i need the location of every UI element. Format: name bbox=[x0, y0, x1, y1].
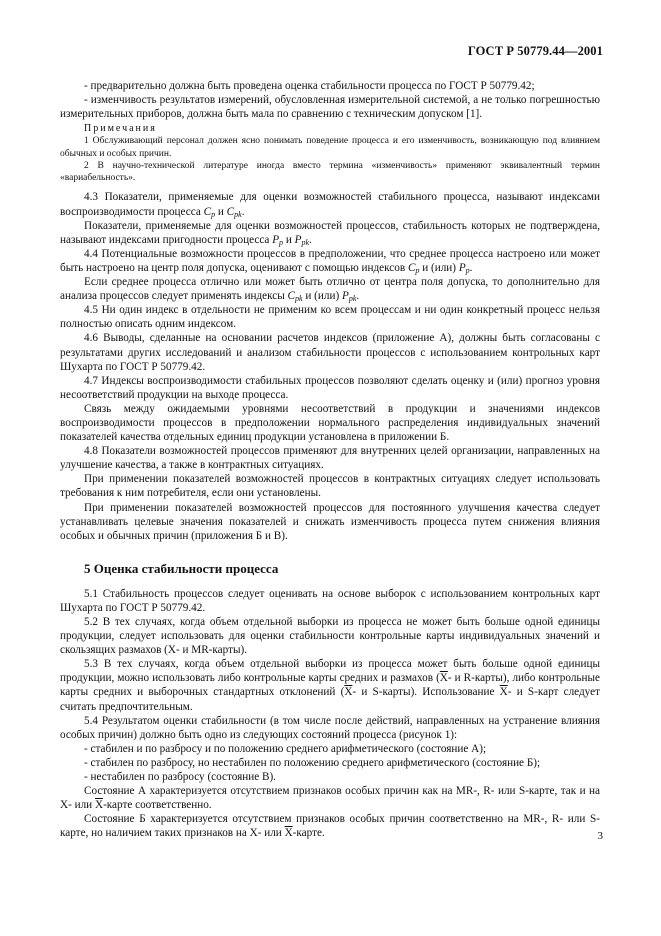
paragraph-4-6: 4.6 Выводы, сделанные на основании расчетов индексов (приложение А), должны быть согласованы с результатами других исследований и анализом стабильности процессов с использованием контрольных карт Шухарта по ГОСТ Р 50779.42. bbox=[60, 332, 600, 373]
paragraph-5-1: 5.1 Стабильность процессов следует оценивать на основе выборок с использованием контрольных карт Шухарта по ГОСТ Р 50779.42. bbox=[60, 587, 600, 614]
paragraph-4-4b: Если среднее процесса отлично или может быть отлично от центра поля допуска, то дополнительно для анализа процессов следует применять индексы $C_{pk}$ и (или) $P_{pk}$. bbox=[60, 276, 600, 304]
paragraph-4-4a: 4.4 Потенциальные возможности процессов в предположении, что среднее процесса настроено или может быть настроено на центр поля допуска, оценивают с помощью индексов $C_p$ и (или) $P_p$. bbox=[60, 247, 600, 275]
paragraph-4-5: 4.5 Ни один индекс в отдельности не применим ко всем процессам и ни один конкретный процесс нельзя полностью описать одним индексом. bbox=[60, 304, 600, 331]
intro-item-2: - изменчивость результатов измерений, обусловленная измерительной системой, а не только погрешностью измерительных приборов, должна быть мала по сравнению с техническим допуском [1]. bbox=[60, 94, 600, 121]
paragraph-state-a: Состояние А характеризуется отсутствием признаков особых причин как на MR-, R- или S-карте, так и на X- или $\overline{X}$-карте соответственно. bbox=[60, 785, 600, 812]
note-2: 2 В научно-технической литературе иногда вместо термина «изменчивость» применяют эквивалентный термин «вариабельность». bbox=[60, 160, 600, 184]
paragraph-5-4: 5.4 Результатом оценки стабильности (в том числе после действий, направленных на устранение влияния особых причин) должно быть одно из следующих состояний процесса (рисунок 1): bbox=[60, 714, 600, 741]
paragraph-4-3a: 4.3 Показатели, применяемые для оценки возможностей стабильного процесса, называют индексами воспроизводимости процесса $C_p$ и $C_{pk}$. bbox=[60, 191, 600, 219]
paragraph-4-3b: Показатели, применяемые для оценки возможностей процессов, стабильность которых не подтверждена, называют индексами пригодности процесса $P_p$ и $P_{pk}$. bbox=[60, 219, 600, 247]
notes-title: Примечания bbox=[84, 123, 157, 135]
page-number: 3 bbox=[597, 830, 603, 842]
paragraph-4-7b: Связь между ожидаемыми уровнями несоответствий в продукции и значениями индексов воспроизводимости процессов в предположении нормального распределения индивидуальных значений показателей качества отдельных единиц продукции установлена в приложении Б. bbox=[60, 402, 600, 444]
paragraph-state-b: Состояние Б характеризуется отсутствием признаков особых причин соответственно на MR-, R- или S-карте, но наличием таких признаков на X- или $\overline{X}$-карте. bbox=[60, 813, 600, 840]
state-a-item: - стабилен и по разбросу и по положению среднего арифметического (состояние А); bbox=[84, 742, 487, 755]
paragraph-4-8a: 4.8 Показатели возможностей процессов применяют для внутренних целей организации, направленных на улучшение качества, а также в контрактных ситуациях. bbox=[60, 445, 600, 472]
note-1: 1 Обслуживающий персонал должен ясно понимать поведение процесса и его изменчивость, возникающую под влиянием обычных и особых причин. bbox=[60, 136, 600, 159]
paragraph-4-8b: При применении показателей возможностей процессов в контрактных ситуациях следует использовать требования к ним потребителя, если они установлены. bbox=[60, 473, 600, 500]
paragraph-5-2: 5.2 В тех случаях, когда объем отдельной выборки из процесса не может быть больше одной единицы продукции, следует использовать для оценки стабильности контрольные карты индивидуальных значений и скользящих размахов (X- и MR-карты). bbox=[60, 616, 600, 657]
intro-item-1: - предварительно должна быть проведена оценка стабильности процесса по ГОСТ Р 50779.42; bbox=[84, 80, 535, 92]
paragraph-4-7a: 4.7 Индексы воспроизводимости стабильных процессов позволяют сделать оценку и (или) прогноз уровня несоответствий продукции на выходе процесса. bbox=[60, 374, 600, 401]
state-b-item: - стабилен по разбросу, но нестабилен по положению среднего арифметического (состояние Б); bbox=[84, 756, 541, 769]
page-content bbox=[60, 79, 600, 841]
section-5-heading: 5 Оценка стабильности процесса bbox=[84, 560, 279, 576]
state-c-item: - нестабилен по разбросу (состояние В). bbox=[84, 771, 276, 784]
paragraph-4-8c: При применении показателей возможностей процессов для постоянного улучшения качества следует устанавливать целевые значения показателей и снижать изменчивость процесса путем снижения влияния особых и обычных причин (приложения Б и В). bbox=[60, 501, 600, 542]
paragraph-5-3: 5.3 В тех случаях, когда объем отдельной выборки из процесса может быть больше одной единицы продукции, можно использовать либо контрольные карты средних и размахов ($\overline{X}-$ и R-карты), либо контрольные карты средних и выборочных стандартных отклонений ($\overline{X}-$ и S-карты). Использование $\overline{X}-$ и S-карт следует считать предпочтительным. bbox=[60, 658, 600, 713]
document-code: ГОСТ Р 50779.44—2001 bbox=[467, 44, 603, 58]
